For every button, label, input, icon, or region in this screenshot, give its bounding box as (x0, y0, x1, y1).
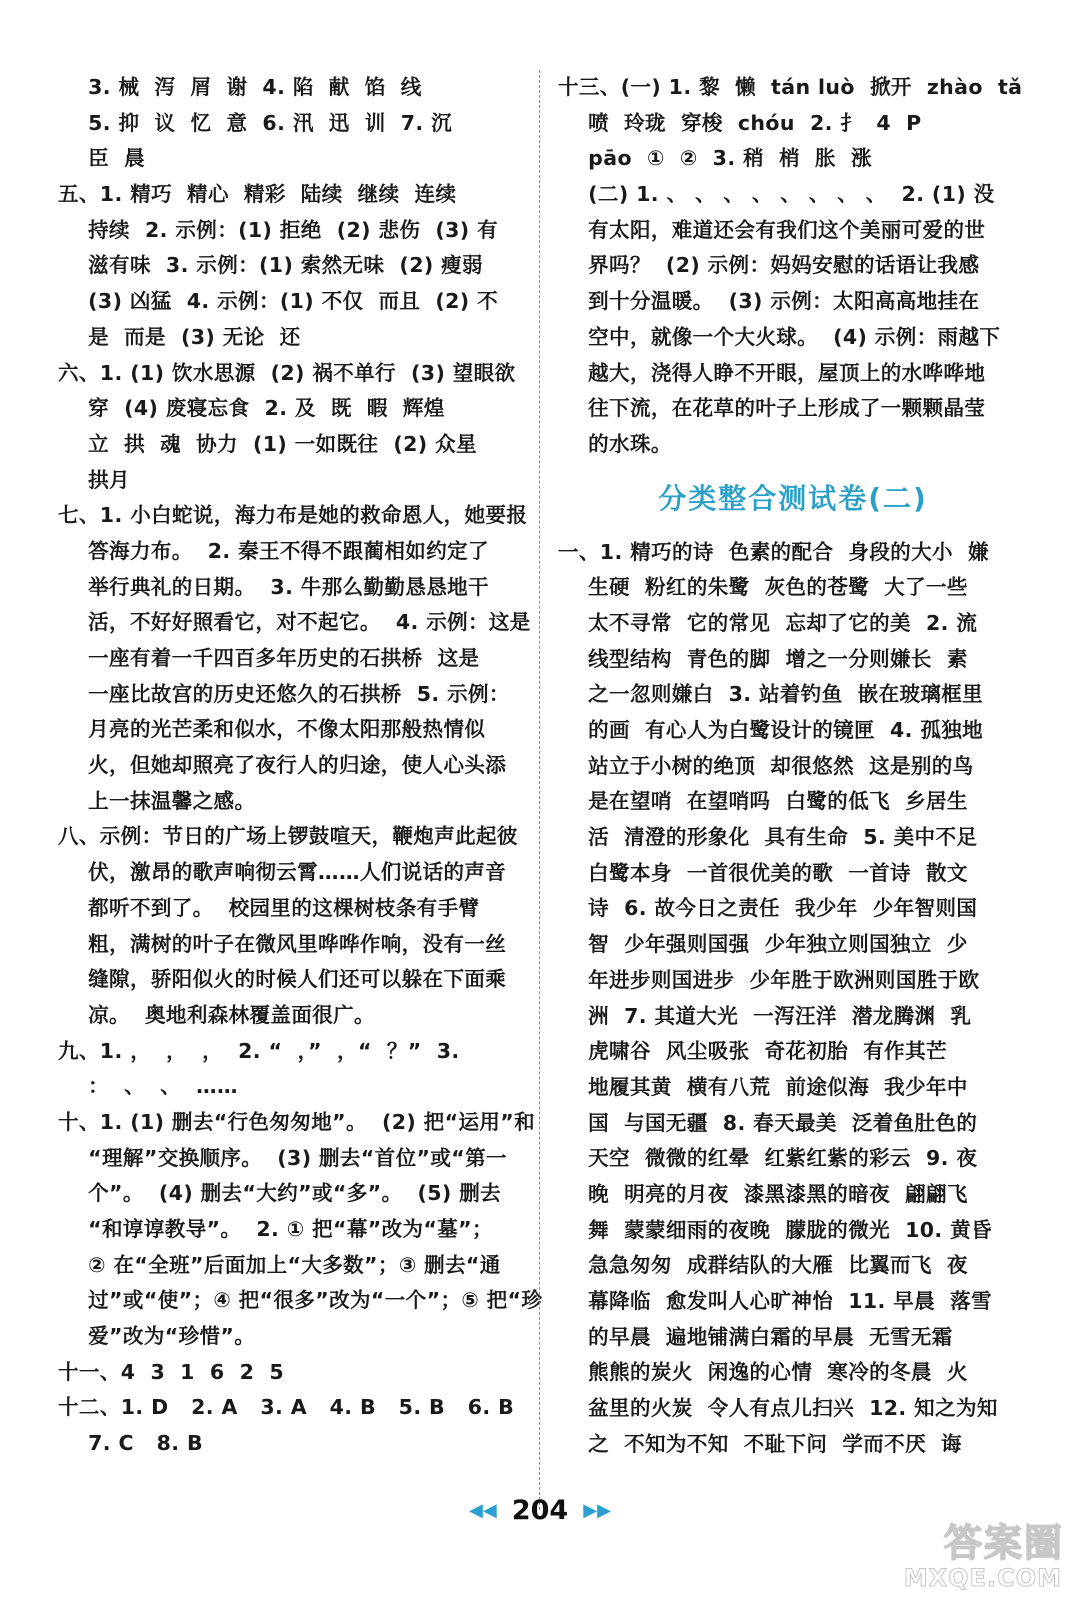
answer-line: 粗，满树的叶子在微风里哗哗作响，没有一丝 (58, 931, 507, 956)
answer-line: 月亮的光芒柔和似水，不像太阳那般热情似 (58, 717, 486, 742)
answer-line: 喷 玲珑 穿梭 chóu 2. 扌 4 P (558, 110, 922, 135)
answer-line: 都听不到了。 校园里的这棵树枝条有手臂 (58, 895, 480, 920)
watermark-title: 答案圈 (943, 1521, 1064, 1565)
answer-line: pāo ① ② 3. 稍 梢 胀 涨 (558, 146, 872, 171)
answer-line: 7. C 8. B (58, 1431, 204, 1456)
watermark-url: MXQE.COM (903, 1564, 1062, 1592)
answer-line: 九、1. ， ， ， 2. “ ，” ，“ ？” 3. (58, 1038, 460, 1063)
answer-line: 线型结构 青色的脚 增之一分则嫌长 素 (558, 646, 968, 671)
page-footer (0, 1488, 1080, 1532)
answer-line: 的早晨 遍地铺满白霜的早晨 无雪无霜 (558, 1324, 953, 1349)
answer-line: 地履其黄 横有八荒 前途似海 我少年中 (558, 1074, 968, 1099)
answer-line: 是在望哨 在望哨吗 白鹭的低飞 乡居生 (558, 789, 968, 814)
answer-line: 是 而是 (3) 无论 还 (58, 324, 301, 349)
answer-line: 太不寻常 它的常见 忘却了它的美 2. 流 (558, 610, 978, 635)
answer-line: 持续 2. 示例：(1) 拒绝 (2) 悲伤 (3) 有 (58, 217, 498, 242)
right-column (558, 70, 1028, 1462)
answer-line: 个”。 (4) 删去“大约”或“多”。 (5) 删去 (58, 1181, 502, 1206)
answer-line: 之 不知为不知 不耻下问 学而不厌 诲 (558, 1431, 962, 1456)
answer-line: 之一忽则嫌白 3. 站着钓鱼 嵌在玻璃框里 (558, 682, 984, 707)
answer-line: 六、1. (1) 饮水思源 (2) 祸不单行 (3) 望眼欲 (58, 360, 516, 385)
answer-line: ② 在“全班”后面加上“大多数”；③ 删去“通 (58, 1252, 501, 1277)
answer-line: 熊熊的炭火 闲逸的心情 寒冷的冬晨 火 (558, 1360, 968, 1385)
answer-line: 十三、(一) 1. 黎 懒 tán luò 掀开 zhào tǎ (558, 75, 1023, 99)
answer-line: 到十分温暖。 (3) 示例：太阳高高地挂在 (558, 289, 980, 314)
answer-line: 界吗？ (2) 示例：妈妈安慰的话语让我感 (558, 253, 980, 278)
left-column (58, 70, 543, 1462)
answer-line: 过”或“使”；④ 把“很多”改为“一个”；⑤ 把“珍 (58, 1288, 543, 1313)
right-bottom-block (558, 535, 1028, 1463)
answer-line: 的水珠。 (558, 431, 672, 456)
answer-line: 智 少年强则国强 少年独立则国独立 少 (558, 932, 968, 957)
answer-line: 一座有着一千四百多年历史的石拱桥 这是 (58, 646, 480, 670)
answer-line: 空中，就像一个大火球。 (4) 示例：雨越下 (558, 324, 1001, 349)
answer-line: 生硬 粉红的朱鹭 灰色的苍鹭 大了一些 (558, 575, 968, 600)
section-title: 分类整合测试卷(二) (658, 481, 928, 515)
answer-line: 天空 微微的红晕 红紫红紫的彩云 9. 夜 (558, 1146, 978, 1171)
next-arrows-icon: ▶▶ (583, 1499, 611, 1521)
answer-line: 凉。 奥地利森林覆盖面很广。 (58, 1002, 375, 1027)
answer-line: 活，不好好照看它，对不起它。 4. 示例：这是 (58, 610, 531, 635)
answer-line: 缝隙，骄阳似火的时候人们还可以躲在下面乘 (58, 967, 507, 992)
answer-line: 的画 有心人为白鹭设计的镜匣 4. 孤独地 (558, 718, 984, 742)
answer-line: 越大，浇得人睁不开眼，屋顶上的水哗哗地 (558, 360, 986, 385)
answer-line: 立 拱 魂 协力 (1) 一如既往 (2) 众星 (58, 431, 477, 456)
prev-arrows-icon: ◀◀ (469, 1499, 497, 1521)
answer-line: 3. 械 泻 屑 谢 4. 陷 献 馅 线 (58, 75, 422, 99)
answer-line: 白鹭本身 一首很优美的歌 一首诗 散文 (558, 860, 968, 885)
answer-line: 十一、4 3 1 6 2 5 (58, 1359, 285, 1384)
answer-line: 诗 6. 故今日之责任 我少年 少年智则国 (558, 896, 978, 921)
column-divider (539, 70, 540, 1510)
answer-line: 拱月 (58, 467, 130, 492)
answer-line: 火，但她却照亮了夜行人的归途，使人心头添 (58, 753, 507, 778)
answer-line: (二) 1. 、 、 、 、 、 、 、 、 2. (1) 没 (558, 182, 995, 207)
answer-line: 答海力布。 2. 秦王不得不跟蔺相如约定了 (58, 538, 489, 563)
answer-line: 十二、1. D 2. A 3. A 4. B 5. B 6. B (58, 1395, 515, 1420)
answer-line: 国 与国无疆 8. 春天最美 泛着鱼肚色的 (558, 1110, 978, 1135)
answer-line: 上一抹温馨之感。 (58, 788, 256, 813)
answer-line: 幕降临 愈发叫人心旷神怡 11. 早晨 落雪 (558, 1289, 992, 1313)
answer-line: 举行典礼的日期。 3. 牛那么勤勤恳恳地干 (58, 574, 489, 599)
answer-line: 盆里的火炭 令人有点儿扫兴 12. 知之为知 (558, 1396, 998, 1421)
answer-line: 急急匆匆 成群结队的大雁 比翼而飞 夜 (558, 1253, 968, 1278)
answer-line: “和谆谆教导”。 2. ① 把“幕”改为“墓”； (58, 1217, 493, 1241)
answer-line: ： 、 、 …… (58, 1074, 238, 1099)
answer-line: 爱”改为“珍惜”。 (58, 1324, 256, 1349)
answer-line: 晚 明亮的月夜 漆黑漆黑的暗夜 翩翩飞 (558, 1181, 968, 1206)
answer-line: 十、1. (1) 删去“行色匆匆地”。 (2) 把“运用”和 (58, 1109, 536, 1134)
answer-line: 五、1. 精巧 精心 精彩 陆续 继续 连续 (58, 182, 457, 207)
answer-line: 虎啸谷 风尘吸张 奇花初胎 有作其芒 (558, 1039, 947, 1064)
answer-line: 一、1. 精巧的诗 色素的配合 身段的大小 嫌 (558, 539, 989, 564)
answer-line: 有太阳，难道还会有我们这个美丽可爱的世 (558, 217, 986, 242)
answer-line: 滋有味 3. 示例：(1) 索然无味 (2) 瘦弱 (58, 253, 483, 278)
watermark-logo (903, 1512, 1072, 1594)
answer-line: 伏，激昂的歌声响彻云霄……人们说话的声音 (58, 860, 507, 885)
answer-line: 站立于小树的绝顶 却很悠然 这是别的鸟 (558, 753, 974, 778)
answer-line: 舞 蒙蒙细雨的夜晚 朦胧的微光 10. 黄昏 (558, 1217, 992, 1242)
page-number: 204 (511, 1494, 569, 1526)
right-top-block (558, 70, 1028, 463)
answer-line: 5. 抑 议 忆 意 6. 汛 迅 训 7. 沉 (58, 110, 453, 135)
answer-line: “理解”交换顺序。 (3) 删去“首位”或“第一 (58, 1145, 507, 1170)
answer-line: 七、1. 小白蛇说，海力布是她的救命恩人，她要报 (58, 503, 528, 528)
answer-line: 八、示例：节日的广场上锣鼓喧天，鞭炮声此起彼 (58, 824, 518, 849)
answer-line: 穿 (4) 废寝忘食 2. 及 既 暇 辉煌 (58, 396, 445, 421)
answer-line: (3) 凶猛 4. 示例：(1) 不仅 而且 (2) 不 (58, 289, 498, 314)
answer-line: 臣 晨 (58, 146, 146, 171)
answer-line: 洲 7. 其道大光 一泻汪洋 潜龙腾渊 乳 (558, 1003, 972, 1028)
answer-line: 活 清澄的形象化 具有生命 5. 美中不足 (558, 825, 978, 850)
answer-line: 年进步则国进步 少年胜于欧洲则国胜于欧 (558, 967, 980, 992)
answer-line: 往下流，在花草的叶子上形成了一颗颗晶莹 (558, 396, 986, 421)
answer-line: 一座比故宫的历史还悠久的石拱桥 5. 示例： (58, 681, 510, 706)
